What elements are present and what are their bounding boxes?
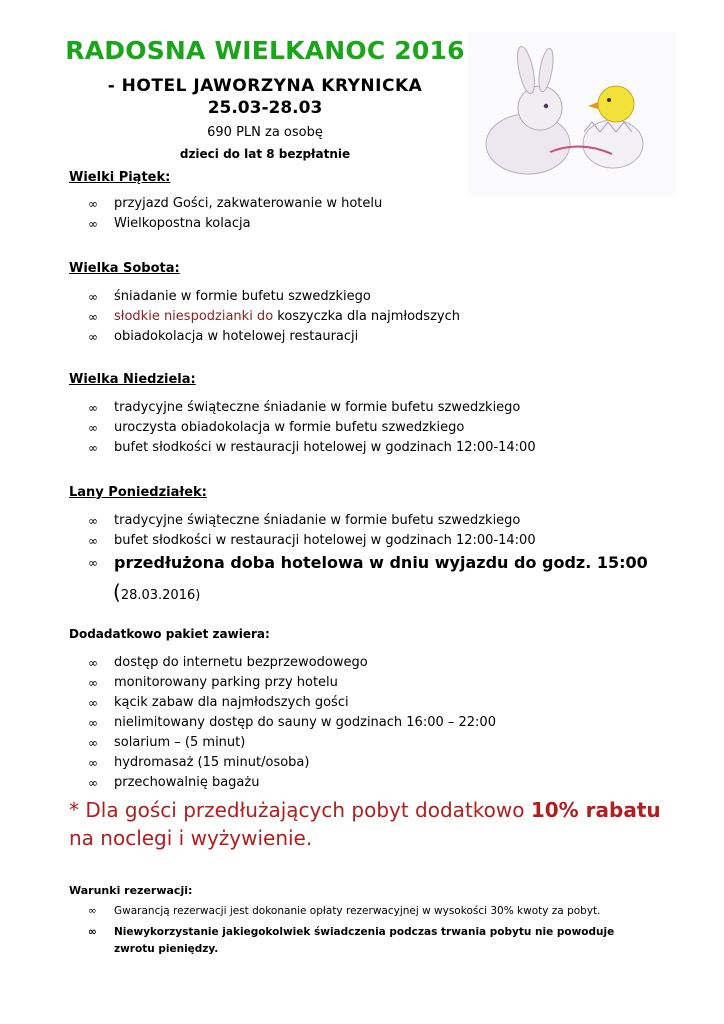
extras-list xyxy=(88,653,496,793)
infinity-bullet-icon: ∞ xyxy=(88,401,98,415)
price-text: 690 PLN za osobę xyxy=(207,125,323,140)
infinity-bullet-icon: ∞ xyxy=(88,905,97,917)
list-item: ∞ przyjazd Gości, zakwaterowanie w hotelu xyxy=(88,194,382,214)
day-heading-sunday: Wielka Niedziela: xyxy=(69,372,196,387)
list-item: ∞ Wielkopostna kolacja xyxy=(88,214,382,234)
sunday-list xyxy=(88,398,536,458)
extras-heading: Dodadatkowo pakiet zawiera: xyxy=(69,627,270,641)
list-item: ∞ tradycyjne świąteczne śniadanie w formie bufetu szwedzkiego xyxy=(88,511,648,531)
infinity-bullet-icon: ∞ xyxy=(88,421,98,435)
infinity-bullet-icon: ∞ xyxy=(88,926,97,938)
list-item: ∞ monitorowany parking przy hotelu xyxy=(88,673,496,693)
day-heading-friday: Wielki Piątek: xyxy=(69,170,171,185)
list-item: ∞ kącik zabaw dla najmłodszych gości xyxy=(88,693,496,713)
infinity-bullet-icon: ∞ xyxy=(88,696,98,710)
hotel-name: - HOTEL JAWORZYNA KRYNICKA xyxy=(107,76,423,96)
infinity-bullet-icon: ∞ xyxy=(88,776,98,790)
conditions-heading: Warunki rezerwacji: xyxy=(69,884,193,897)
day-heading-monday: Lany Poniedziałek: xyxy=(69,485,207,500)
list-item: ∞ solarium – (5 minut) xyxy=(88,733,496,753)
infinity-bullet-icon: ∞ xyxy=(88,736,98,750)
infinity-bullet-icon: ∞ xyxy=(88,290,98,304)
infinity-bullet-icon: ∞ xyxy=(88,217,98,231)
day-heading-saturday: Wielka Sobota: xyxy=(69,261,180,276)
infinity-bullet-icon: ∞ xyxy=(88,514,98,528)
discount-note: * Dla gości przedłużających pobyt dodatkowo 10% rabatu na noclegi i wyżywienie. xyxy=(69,798,661,850)
infinity-bullet-icon: ∞ xyxy=(88,197,98,211)
monday-list xyxy=(88,511,648,575)
infinity-bullet-icon: ∞ xyxy=(88,441,98,455)
list-item: ∞ przedłużona doba hotelowa w dniu wyjazdu do godz. 15:00 xyxy=(88,551,648,575)
list-item: ∞ śniadanie w formie bufetu szwedzkiego xyxy=(88,287,460,307)
list-item: ∞ słodkie niespodzianki do koszyczka dla najmłodszych xyxy=(88,307,460,327)
infinity-bullet-icon: ∞ xyxy=(88,716,98,730)
friday-list xyxy=(88,194,382,234)
checkout-date-note: (28.03.2016) xyxy=(113,580,201,604)
list-item: ∞ bufet słodkości w restauracji hotelowej w godzinach 12:00-14:00 xyxy=(88,531,648,551)
conditions-list xyxy=(88,903,648,962)
list-item: ∞ Gwarancją rezerwacji jest dokonanie opłaty rezerwacyjnej w wysokości 30% kwoty za pobyt. xyxy=(88,903,648,920)
list-item: ∞ obiadokolacja w hotelowej restauracji xyxy=(88,327,460,347)
infinity-bullet-icon: ∞ xyxy=(88,676,98,690)
easter-bunny-chick-illustration xyxy=(468,32,676,196)
page-title: RADOSNA WIELKANOC 2016 xyxy=(65,36,465,65)
list-item: ∞ uroczysta obiadokolacja w formie bufetu szwedzkiego xyxy=(88,418,536,438)
infinity-bullet-icon: ∞ xyxy=(88,330,98,344)
list-item: ∞ Niewykorzystanie jakiegokolwiek świadczenia podczas trwania pobytu nie powoduje zwrotu pieniędzy. xyxy=(88,926,615,955)
infinity-bullet-icon: ∞ xyxy=(88,656,98,670)
list-item: ∞ dostęp do internetu bezprzewodowego xyxy=(88,653,496,673)
infinity-bullet-icon: ∞ xyxy=(88,310,98,324)
list-item: ∞ przechowalnię bagażu xyxy=(88,773,496,793)
list-item: ∞ hydromasaż (15 minut/osoba) xyxy=(88,753,496,773)
list-item: ∞ bufet słodkości w restauracji hotelowej w godzinach 12:00-14:00 xyxy=(88,438,536,458)
saturday-list xyxy=(88,287,460,347)
infinity-bullet-icon: ∞ xyxy=(88,756,98,770)
infinity-bullet-icon: ∞ xyxy=(88,556,98,570)
kids-free-text: dzieci do lat 8 bezpłatnie xyxy=(179,147,351,161)
list-item: ∞ nielimitowany dostęp do sauny w godzinach 16:00 – 22:00 xyxy=(88,713,496,733)
date-range: 25.03-28.03 xyxy=(207,98,323,118)
list-item: ∞ tradycyjne świąteczne śniadanie w formie bufetu szwedzkiego xyxy=(88,398,536,418)
infinity-bullet-icon: ∞ xyxy=(88,534,98,548)
